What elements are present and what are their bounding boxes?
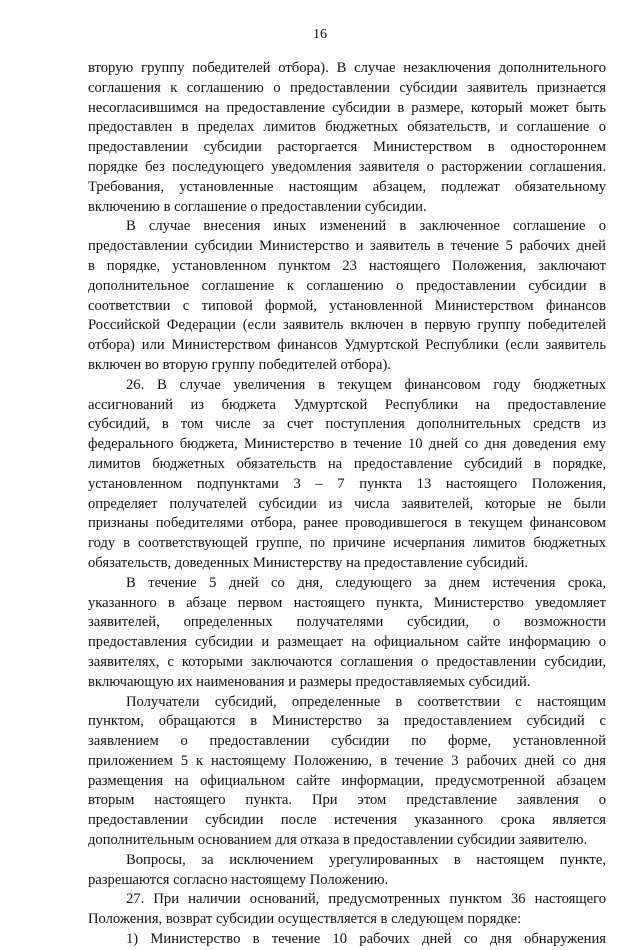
text-line: Вопросы, за исключением урегулированных в настоящем пункте, (126, 851, 606, 868)
text-line: вторую группу победителей отбора). В случае незаключения дополнительного (88, 60, 606, 76)
text-line: приложением 5 к настоящему Положению, в течение 3 рабочих дней со дня (88, 752, 606, 769)
page-number: 16 (313, 27, 327, 42)
document-body (88, 59, 606, 950)
text-line: пунктом, обращаются в Министерство за предоставлением субсидий с (88, 713, 606, 730)
text-line: 27. При наличии оснований, предусмотренных пунктом 36 настоящего (126, 891, 606, 908)
text-line: определяет получателей субсидии из числа заявителей, которые не были (88, 495, 606, 512)
text-line: отбора) или Министерством финансов Удмуртской Республики (если заявитель (88, 337, 606, 354)
text-line: лимитов бюджетных обязательств на предоставление субсидий в порядке, (88, 455, 606, 472)
text-line: предоставлении субсидии после истечения указанного срока является (88, 812, 606, 829)
text-line: ассигнований из бюджета Удмуртской Республики на предоставление (88, 396, 606, 413)
text-line: году в соответствующей группе, по причине исчерпания лимитов бюджетных (88, 535, 606, 552)
text-line: В течение 5 дней со дня, следующего за днем истечения срока, (126, 574, 606, 591)
text-line: включен во вторую группу победителей отбора). (88, 356, 391, 373)
text-line: указанного в абзаце первом настоящего пункта, Министерство уведомляет (88, 594, 606, 611)
text-line: Российской Федерации (если заявитель включен в первую группу победителей (88, 317, 606, 334)
text-line: несогласившимся на предоставление субсидии в размере, который может быть (88, 99, 606, 116)
text-line: предоставлен в пределах лимитов бюджетных обязательств, и соглашение о (88, 119, 606, 136)
text-line: разрешаются согласно настоящему Положению. (88, 871, 389, 888)
text-line: предоставления субсидии и размещает на официальном сайте информацию о (88, 634, 606, 651)
text-line: В случае внесения иных изменений в заключенное соглашение о (126, 218, 606, 235)
text-line: предоставлении субсидии расторгается Министерством в одностороннем (88, 139, 606, 156)
text-line: установленном подпунктами 3 – 7 пункта 13 настоящего Положения, (88, 475, 606, 492)
text-line: Получатели субсидий, определенные в соответствии с настоящим (126, 693, 606, 710)
text-line: предоставлении субсидии Министерство и заявитель в течение 5 рабочих дней (88, 238, 606, 255)
text-line: соглашения к соглашению о предоставлении субсидии заявитель признается (88, 79, 606, 96)
text-line: заявителей, определенных получателями субсидии, о возможности (88, 614, 606, 631)
text-line: обязательств, доведенных Министерству на предоставление субсидий. (88, 554, 529, 571)
text-line: порядке без последующего уведомления заявителя о расторжении соглашения. (88, 158, 606, 175)
text-line: федерального бюджета, Министерство в течение 10 дней со дня доведения ему (88, 436, 606, 453)
text-line: субсидий, в том числе за счет поступления дополнительных средств из (88, 416, 606, 433)
text-line: вторым настоящего пункта. При этом представление заявления о (88, 792, 606, 809)
text-line: включающую их наименования и размеры предоставляемых субсидий. (88, 673, 531, 690)
text-line: заявителях, с которыми заключаются соглашения о предоставлении субсидии, (88, 653, 606, 670)
text-line: в порядке, установленном пунктом 23 настоящего Положения, заключают (88, 257, 606, 274)
text-line: включению в соглашение о предоставлении субсидии. (88, 198, 427, 215)
text-line: 26. В случае увеличения в текущем финансовом году бюджетных (126, 376, 606, 393)
text-line: 1) Министерство в течение 10 рабочих дней со дня обнаружения (126, 931, 606, 948)
text-line: дополнительное соглашение к соглашению о предоставлении субсидии в (88, 277, 606, 294)
text-line: Требования, установленные настоящим абзацем, подлежат обязательному (88, 178, 606, 195)
text-line: признаны победителями отбора, ранее проводившегося в текущем финансовом (88, 515, 606, 532)
text-line: размещения на официальном сайте информации, предусмотренной абзацем (88, 772, 606, 789)
text-line: заявлением о предоставлении субсидии по форме, установленной (88, 733, 606, 750)
text-line: соответствии с типовой формой, установленной Министерством финансов (88, 297, 606, 314)
text-line: дополнительным основанием для отказа в предоставлении субсидии заявителю. (88, 832, 588, 849)
text-line: Положения, возврат субсидии осуществляется в следующем порядке: (88, 911, 522, 928)
